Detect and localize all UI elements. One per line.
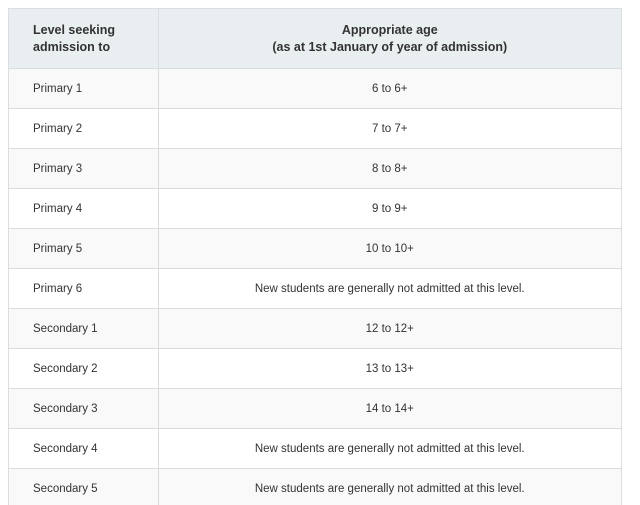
table-row (9, 389, 621, 429)
table-body (9, 69, 621, 505)
age-cell: 6 to 6+ (158, 69, 621, 109)
table-row (9, 149, 621, 189)
header-level-line-2: admission to (33, 39, 111, 54)
age-cell: New students are generally not admitted at this level. (158, 469, 621, 505)
level-cell: Primary 1 (9, 69, 158, 109)
table-row (9, 469, 621, 505)
header-level-line-1: Level seeking (33, 22, 115, 37)
table-row (9, 269, 621, 309)
header-age-line-2: (as at 1st January of year of admission) (272, 39, 508, 54)
level-cell: Primary 3 (9, 149, 158, 189)
header-row (9, 9, 621, 69)
table-row (9, 429, 621, 469)
age-cell: New students are generally not admitted at this level. (158, 269, 621, 309)
level-cell: Secondary 2 (9, 349, 158, 389)
level-cell: Secondary 3 (9, 389, 158, 429)
admission-age-table-container (8, 8, 622, 505)
level-cell: Primary 5 (9, 229, 158, 269)
header-age (158, 9, 621, 69)
table-row (9, 109, 621, 149)
age-cell: 12 to 12+ (158, 309, 621, 349)
level-cell: Secondary 1 (9, 309, 158, 349)
header-level (9, 9, 158, 69)
table-row (9, 69, 621, 109)
table-row (9, 349, 621, 389)
age-cell: 9 to 9+ (158, 189, 621, 229)
level-cell: Primary 6 (9, 269, 158, 309)
table-row (9, 229, 621, 269)
table-header (9, 9, 621, 69)
admission-age-table (9, 9, 621, 505)
level-cell: Primary 4 (9, 189, 158, 229)
table-row (9, 189, 621, 229)
age-cell: 14 to 14+ (158, 389, 621, 429)
age-cell: 13 to 13+ (158, 349, 621, 389)
age-cell: 10 to 10+ (158, 229, 621, 269)
age-cell: 7 to 7+ (158, 109, 621, 149)
level-cell: Secondary 4 (9, 429, 158, 469)
age-cell: 8 to 8+ (158, 149, 621, 189)
level-cell: Primary 2 (9, 109, 158, 149)
level-cell: Secondary 5 (9, 469, 158, 505)
age-cell: New students are generally not admitted at this level. (158, 429, 621, 469)
header-age-line-1: Appropriate age (341, 22, 438, 37)
table-row (9, 309, 621, 349)
